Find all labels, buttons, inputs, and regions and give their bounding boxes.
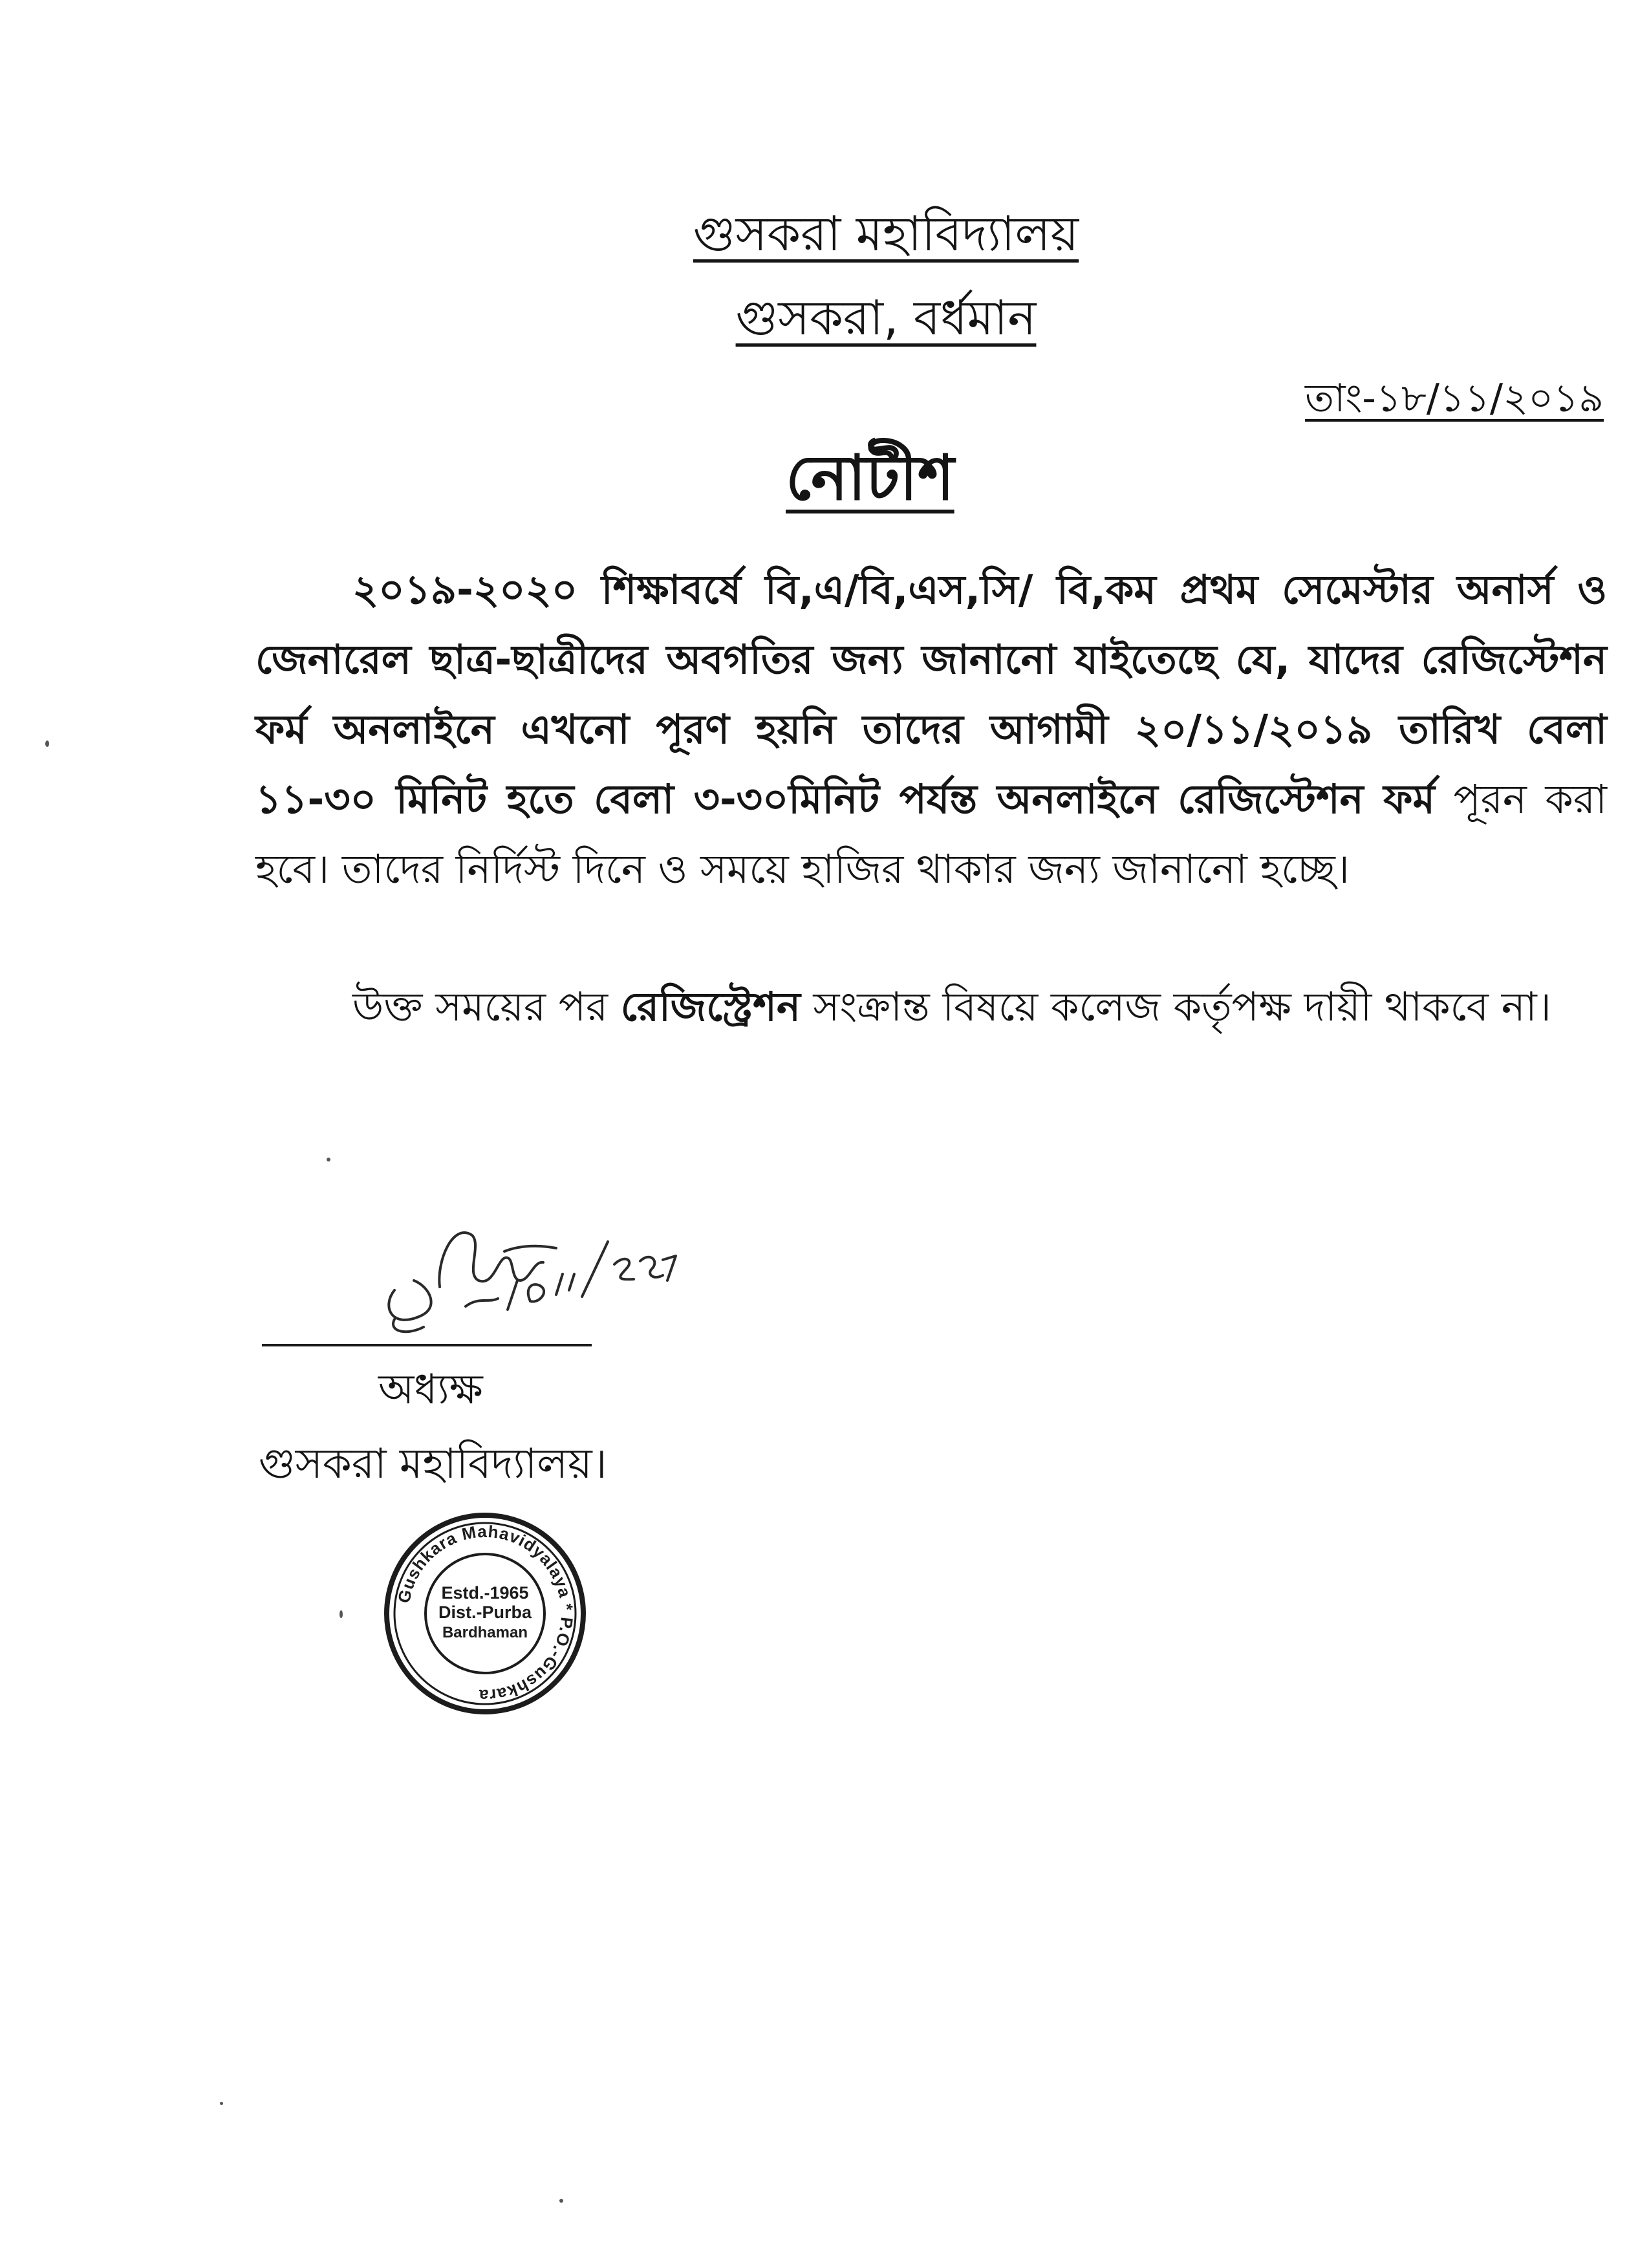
- college-name: গুসকরা মহাবিদ্যালয়: [693, 206, 1079, 262]
- paragraph-1-text: পূরন করা হবে। তাদের নির্দিস্ট দিনে ও সময়ে হাজির থাকার জন্য জানানো হচ্ছে।: [255, 775, 1607, 892]
- seal-established: Estd.-1965: [441, 1583, 529, 1603]
- notice-title: নোটীশ: [786, 442, 954, 514]
- notice-paragraph-1: [255, 555, 1607, 904]
- paragraph-2-text-start: উক্ত সময়ের পর: [352, 983, 621, 1030]
- seal-district: Dist.-Purba: [438, 1603, 532, 1622]
- scan-speck: [339, 1610, 343, 1618]
- college-address: গুসকরা, বর্ধমান: [735, 290, 1037, 346]
- signature-line: [262, 1344, 592, 1346]
- seal-place: Bardhaman: [442, 1624, 528, 1641]
- paragraph-2-bold-text: রেজিস্ট্রেশন: [620, 983, 801, 1030]
- seal-ring-text: Gushkara Mahavidyalaya * P.O.-Gushkara: [394, 1521, 577, 1706]
- paragraph-2-text-end: সংক্রান্ত বিষয়ে কলেজ কর্তৃপক্ষ দায়ী থাকবে না।: [800, 983, 1551, 1030]
- paragraph-1-bold-text: ২০১৯-২০২০ শিক্ষাবর্ষে বি,এ/বি,এস,সি/ বি,কম প্রথম সেমেস্টার অনার্স ও জেনারেল ছাত্র-ছাত্রীদের অবগতির জন্য জানানো যাইতেছে যে, যাদের রেজিস্টেশন ফর্ম অনলাইনে এখনো পূরণ হয়নি তাদের আগামী ২০/১১/২০১৯ তারিখ বেলা ১১-৩০ মিনিট হতে বেলা ৩-৩০মিনিট পর্যন্ত অনলাইনে রেজিস্টেশন ফর্ম: [255, 566, 1607, 823]
- scan-speck: [45, 740, 49, 747]
- notice-date: তাং-১৮/১১/২০১৯: [1305, 376, 1604, 421]
- scan-speck: [559, 2199, 563, 2203]
- college-seal: [382, 1510, 588, 1717]
- scan-speck: [327, 1158, 330, 1161]
- notice-paragraph-2: [255, 972, 1607, 1042]
- scan-speck: [220, 2102, 223, 2105]
- signatory-college: গুসকরা মহাবিদ্যালয়।: [259, 1440, 607, 1488]
- signatory-designation: অধ্যক্ষ: [378, 1366, 483, 1414]
- principal-signature: [369, 1183, 718, 1339]
